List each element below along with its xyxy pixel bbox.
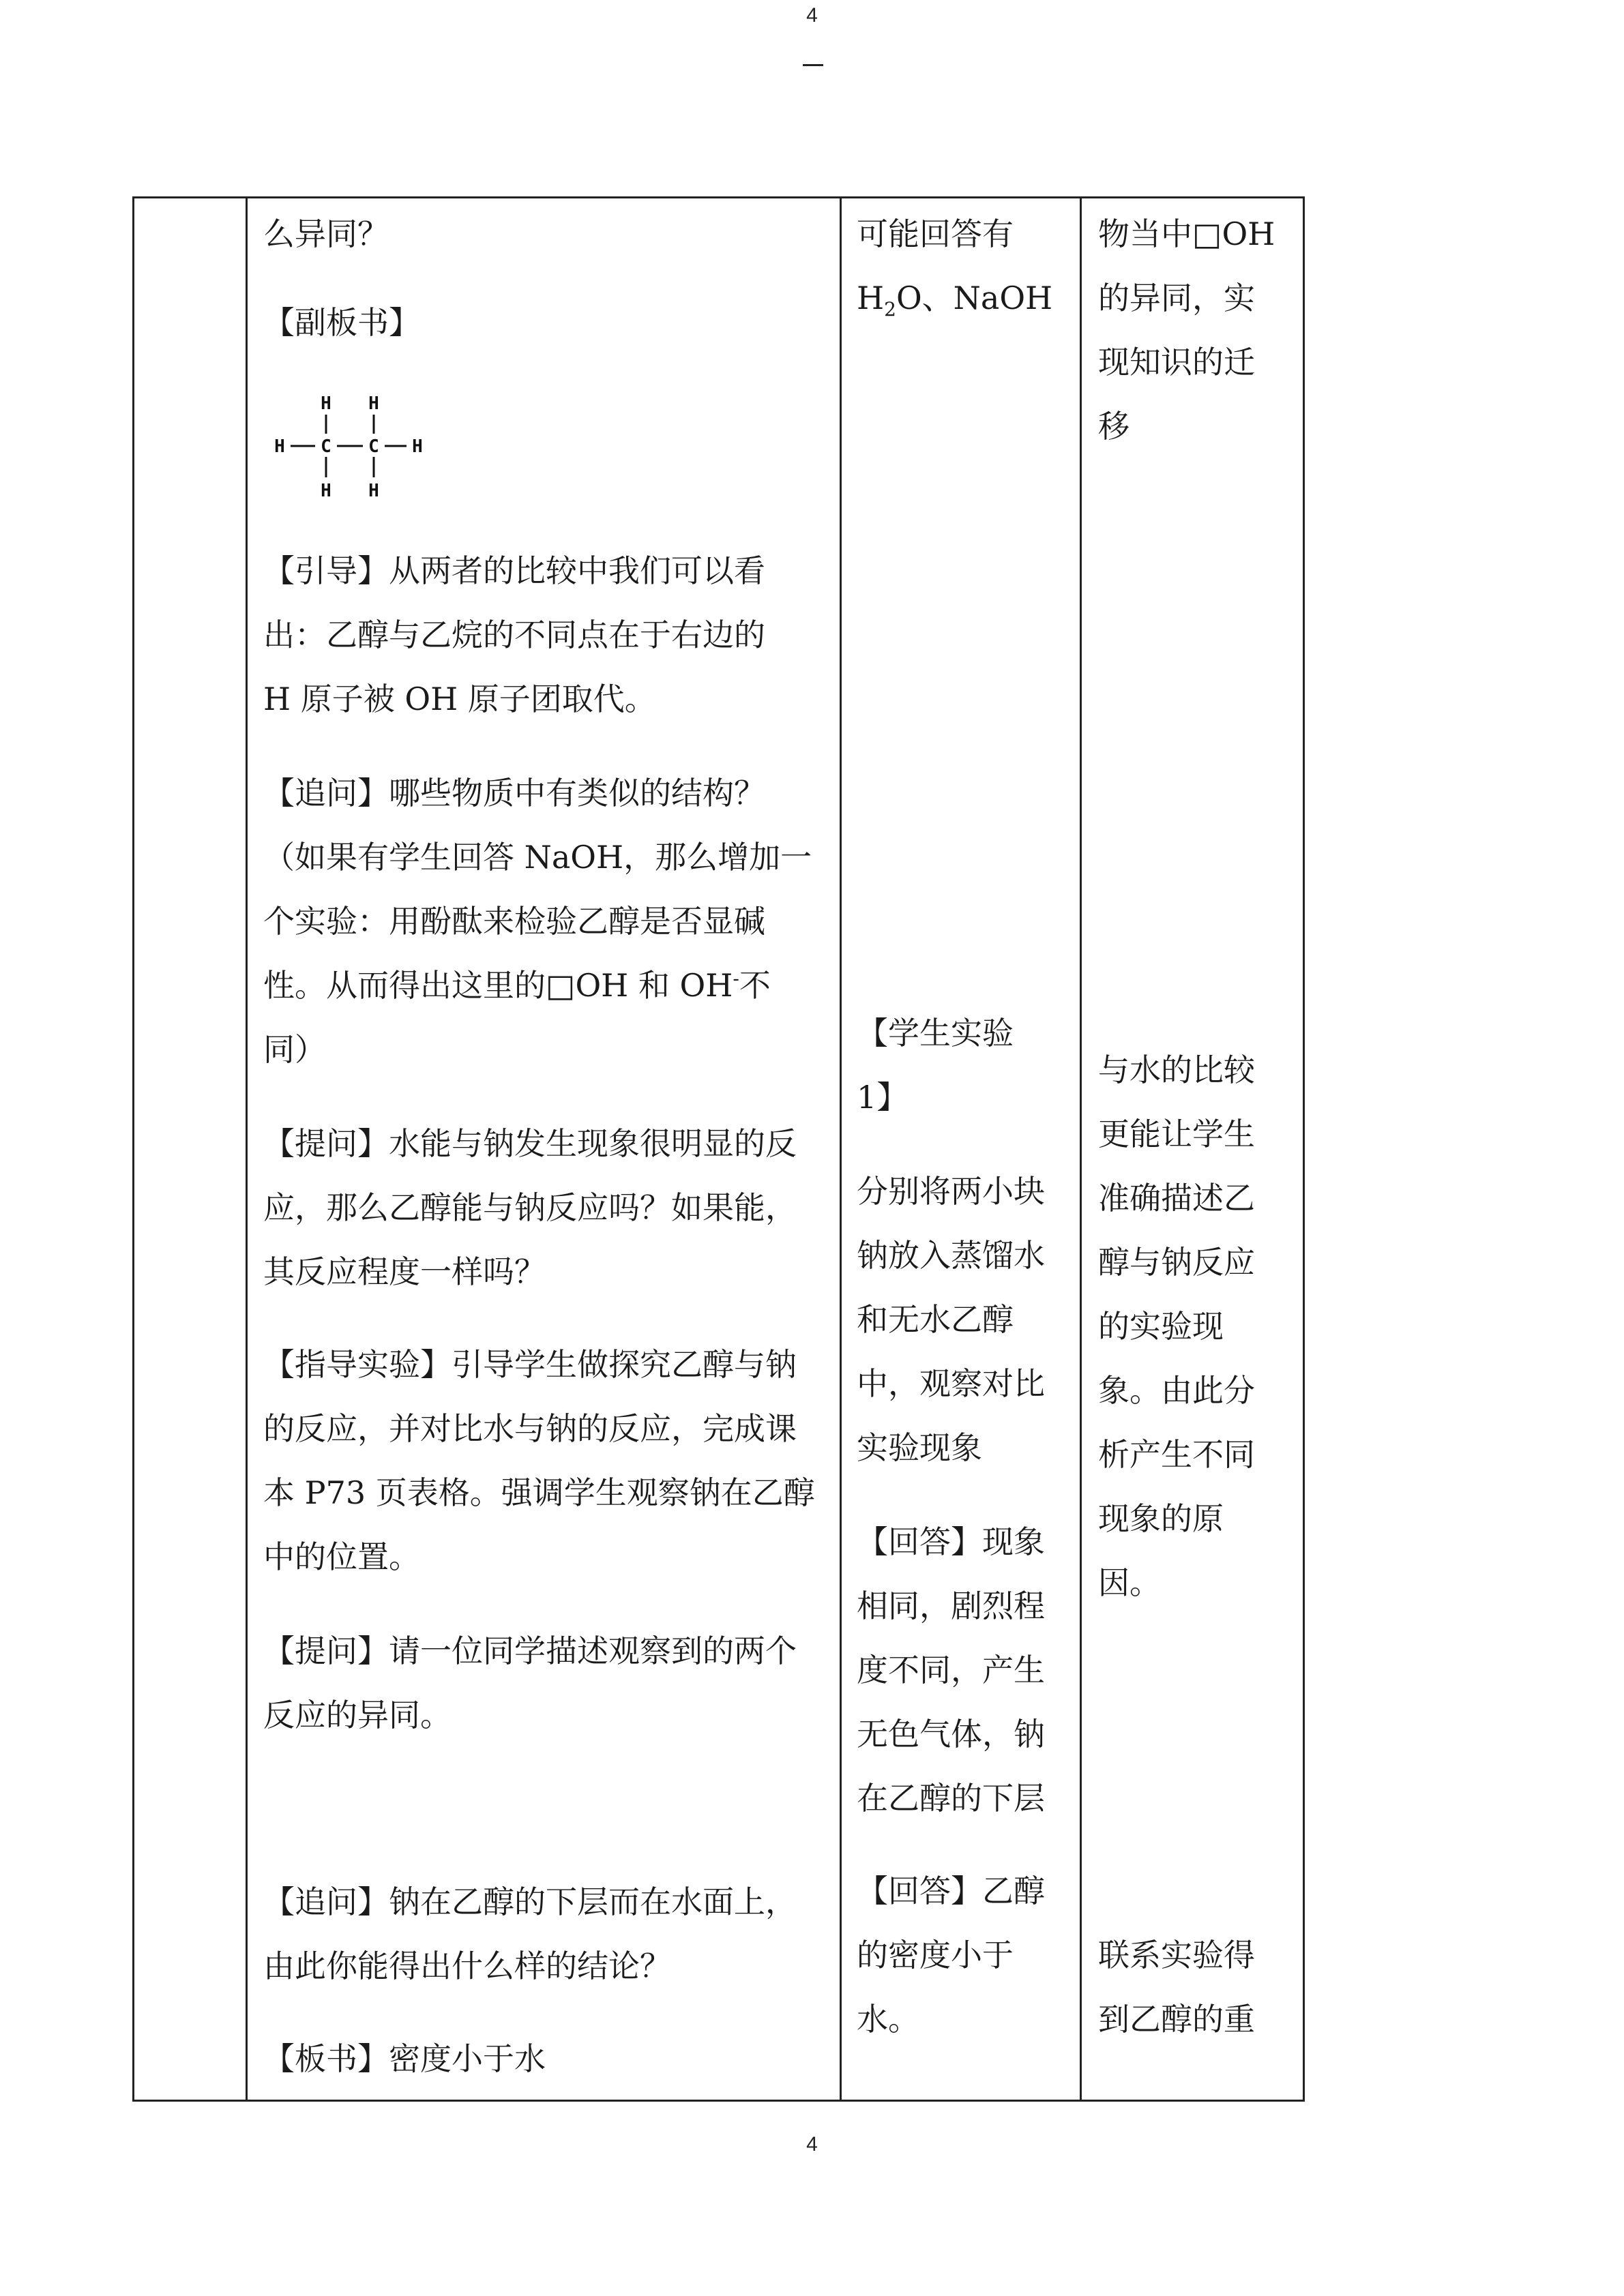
intent-text-line: 的异同，实 <box>1098 280 1255 316</box>
intent-text-line: 移 <box>1098 408 1130 445</box>
intent-text-line: 的实验现 <box>1098 1308 1224 1345</box>
student-answer-line: 无色气体，钠 <box>857 1716 1045 1753</box>
atom-h-top-left: H <box>321 393 331 414</box>
intent-text-line: 现象的原 <box>1098 1500 1224 1537</box>
student-text-line: 和无水乙醇 <box>857 1301 1014 1338</box>
followup-paragraph-line: （如果有学生回答 NaOH，那么增加一 <box>263 839 812 876</box>
intent-text-line: 物当中□OH <box>1098 215 1275 252</box>
intent-text-line: 准确描述乙 <box>1098 1180 1255 1217</box>
followup-paragraph-line: 个实验：用酚酞来检验乙醇是否显碱 <box>263 903 765 940</box>
experiment-paragraph-line: 的反应，并对比水与钠的反应，完成课 <box>263 1410 797 1447</box>
atom-h-bottom-left: H <box>321 481 331 501</box>
intent-text-line: 现知识的迁 <box>1098 344 1255 381</box>
student-text-line: 分别将两小块 <box>857 1173 1045 1210</box>
intent-text-line: 因。 <box>1098 1564 1161 1601</box>
followup-paragraph-line: 性。从而得出这里的□OH 和 OH-不 <box>263 967 771 1004</box>
intent-text-line: 与水的比较 <box>1098 1052 1255 1088</box>
atom-h-left: H <box>274 436 285 457</box>
guide-paragraph-line: H 原子被 OH 原子团取代。 <box>263 681 656 717</box>
intent-text-line: 联系实验得 <box>1098 1937 1255 1973</box>
student-answer-line: 【回答】乙醇 <box>857 1873 1045 1909</box>
student-text-line: 可能回答有 <box>857 215 1014 252</box>
followup-paragraph-line: 【追问】钠在乙醇的下层而在水面上， <box>263 1883 797 1920</box>
guide-paragraph-line: 出：乙醇与乙烷的不同点在于右边的 <box>263 616 765 653</box>
followup-paragraph-line: 同） <box>263 1031 326 1068</box>
student-answer-line: 相同，剧烈程 <box>857 1587 1045 1624</box>
atom-c-right: C <box>368 436 379 457</box>
atom-h-bottom-right: H <box>368 481 379 501</box>
student-answer-line: 【回答】现象 <box>857 1523 1045 1560</box>
question-paragraph-line: 反应的异同。 <box>263 1697 452 1733</box>
student-answer-line: 水。 <box>857 2001 919 2038</box>
student-experiment-heading: 【学生实验 <box>857 1015 1014 1052</box>
header-dash <box>803 64 823 66</box>
column-divider-3 <box>1080 196 1082 2102</box>
student-answer-line: 在乙醇的下层 <box>857 1780 1045 1817</box>
student-text-line: 实验现象 <box>857 1429 982 1466</box>
followup-paragraph-line: 【追问】哪些物质中有类似的结构？ <box>263 775 765 811</box>
board-note: 【板书】密度小于水 <box>263 2040 546 2077</box>
guide-paragraph-line: 【引导】从两者的比较中我们可以看 <box>263 552 765 589</box>
question-paragraph-line: 【提问】水能与钠发生现象很明显的反 <box>263 1125 797 1162</box>
teacher-text-line: 么异同？ <box>263 215 389 252</box>
sub-board-heading: 【副板书】 <box>263 304 420 341</box>
student-text-line: 钠放入蒸馏水 <box>857 1237 1045 1274</box>
intent-text-line: 更能让学生 <box>1098 1116 1255 1152</box>
question-paragraph-line: 其反应程度一样吗？ <box>263 1253 546 1290</box>
question-paragraph-line: 应，那么乙醇能与钠反应吗？如果能， <box>263 1189 797 1226</box>
student-experiment-heading: 1】 <box>857 1079 909 1116</box>
intent-text-line: 析产生不同 <box>1098 1436 1255 1473</box>
intent-text-line: 象。由此分 <box>1098 1372 1255 1409</box>
atom-h-top-right: H <box>368 393 379 414</box>
experiment-paragraph-line: 本 P73 页表格。强调学生观察钠在乙醇 <box>263 1474 815 1511</box>
student-text-line: 中，观察对比 <box>857 1365 1045 1402</box>
atom-c-left: C <box>321 436 331 457</box>
experiment-paragraph-line: 中的位置。 <box>263 1538 420 1575</box>
page-number-top: 4 <box>806 4 818 27</box>
atom-h-right: H <box>412 436 423 457</box>
student-answer-line: 的密度小于 <box>857 1937 1014 1973</box>
stage-column <box>134 196 246 2102</box>
intent-text-line: 醇与钠反应 <box>1098 1244 1255 1281</box>
student-answer-line: 度不同，产生 <box>857 1652 1045 1688</box>
column-divider-2 <box>840 196 842 2102</box>
page-number-bottom: 4 <box>806 2133 818 2156</box>
experiment-paragraph-line: 【指导实验】引导学生做探究乙醇与钠 <box>263 1346 797 1383</box>
column-divider-1 <box>246 196 248 2102</box>
ethane-structure-diagram <box>266 387 430 503</box>
student-text-line: $H_2O$、NaOH <box>857 280 1053 321</box>
question-paragraph-line: 【提问】请一位同学描述观察到的两个 <box>263 1632 797 1669</box>
followup-paragraph-line: 由此你能得出什么样的结论？ <box>263 1948 671 1984</box>
intent-text-line: 到乙醇的重 <box>1098 2001 1255 2038</box>
